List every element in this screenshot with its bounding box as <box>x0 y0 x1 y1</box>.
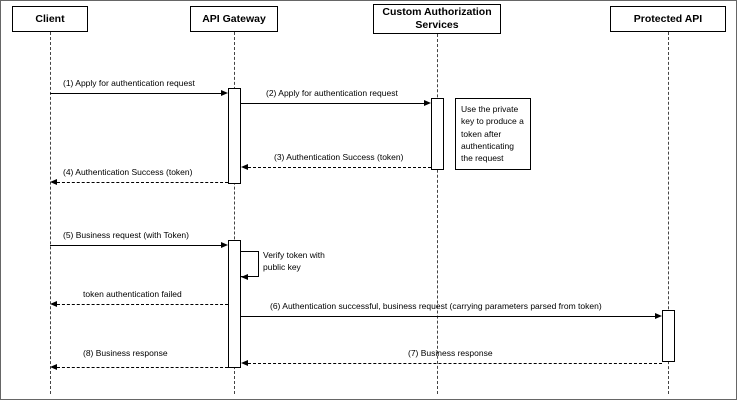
activation-custom-auth <box>431 98 444 170</box>
message-arrowhead-7 <box>241 360 248 366</box>
lifeline-client <box>50 32 51 394</box>
message-arrowhead-1 <box>221 90 228 96</box>
lifeline-custom-authorization-services <box>437 34 438 394</box>
message-arrowhead-token-auth-failed <box>50 301 57 307</box>
message-line-2 <box>241 103 425 104</box>
activation-protected-api <box>662 310 675 362</box>
message-label-3: (3) Authentication Success (token) <box>274 152 404 162</box>
message-arrowhead-6 <box>655 313 662 319</box>
note-text: Verify token with public key <box>263 250 325 273</box>
message-arrowhead-8 <box>50 364 57 370</box>
participant-client[interactable] <box>12 6 88 32</box>
note-verify-token <box>263 249 339 281</box>
message-label-token-auth-failed: token authentication failed <box>83 289 182 299</box>
message-line-8 <box>57 367 228 368</box>
message-label-7: (7) Business response <box>408 348 493 358</box>
message-line-4 <box>57 182 228 183</box>
participant-label: Client <box>35 12 65 25</box>
message-arrowhead-2 <box>424 100 431 106</box>
activation-api-gateway-auth <box>228 88 241 184</box>
participant-label: Custom Authorization Services <box>382 6 492 31</box>
message-line-6 <box>241 316 656 317</box>
message-line-1 <box>50 93 222 94</box>
self-message-arrowhead <box>241 274 248 280</box>
participant-custom-authorization-services[interactable] <box>373 4 501 34</box>
message-line-5 <box>50 245 222 246</box>
message-label-8: (8) Business response <box>83 348 168 358</box>
message-line-3 <box>248 167 431 168</box>
message-label-5: (5) Business request (with Token) <box>63 230 189 240</box>
message-arrowhead-4 <box>50 179 57 185</box>
message-arrowhead-5 <box>221 242 228 248</box>
message-label-4: (4) Authentication Success (token) <box>63 167 193 177</box>
message-line-7 <box>248 363 662 364</box>
participant-protected-api[interactable] <box>610 6 726 32</box>
message-line-token-auth-failed <box>57 304 228 305</box>
participant-label: API Gateway <box>202 12 266 25</box>
message-label-1: (1) Apply for authentication request <box>63 78 195 88</box>
participant-api-gateway[interactable] <box>190 6 278 32</box>
message-arrowhead-3 <box>241 164 248 170</box>
participant-label: Protected API <box>633 12 703 25</box>
note-private-key-token <box>455 98 531 170</box>
activation-api-gateway-business <box>228 240 241 368</box>
message-label-2: (2) Apply for authentication request <box>266 88 398 98</box>
note-text: Use the private key to produce a token after authenticating the request <box>461 104 524 164</box>
message-label-6: (6) Authentication successful, business request (carrying parameters parsed from token) <box>270 301 602 311</box>
